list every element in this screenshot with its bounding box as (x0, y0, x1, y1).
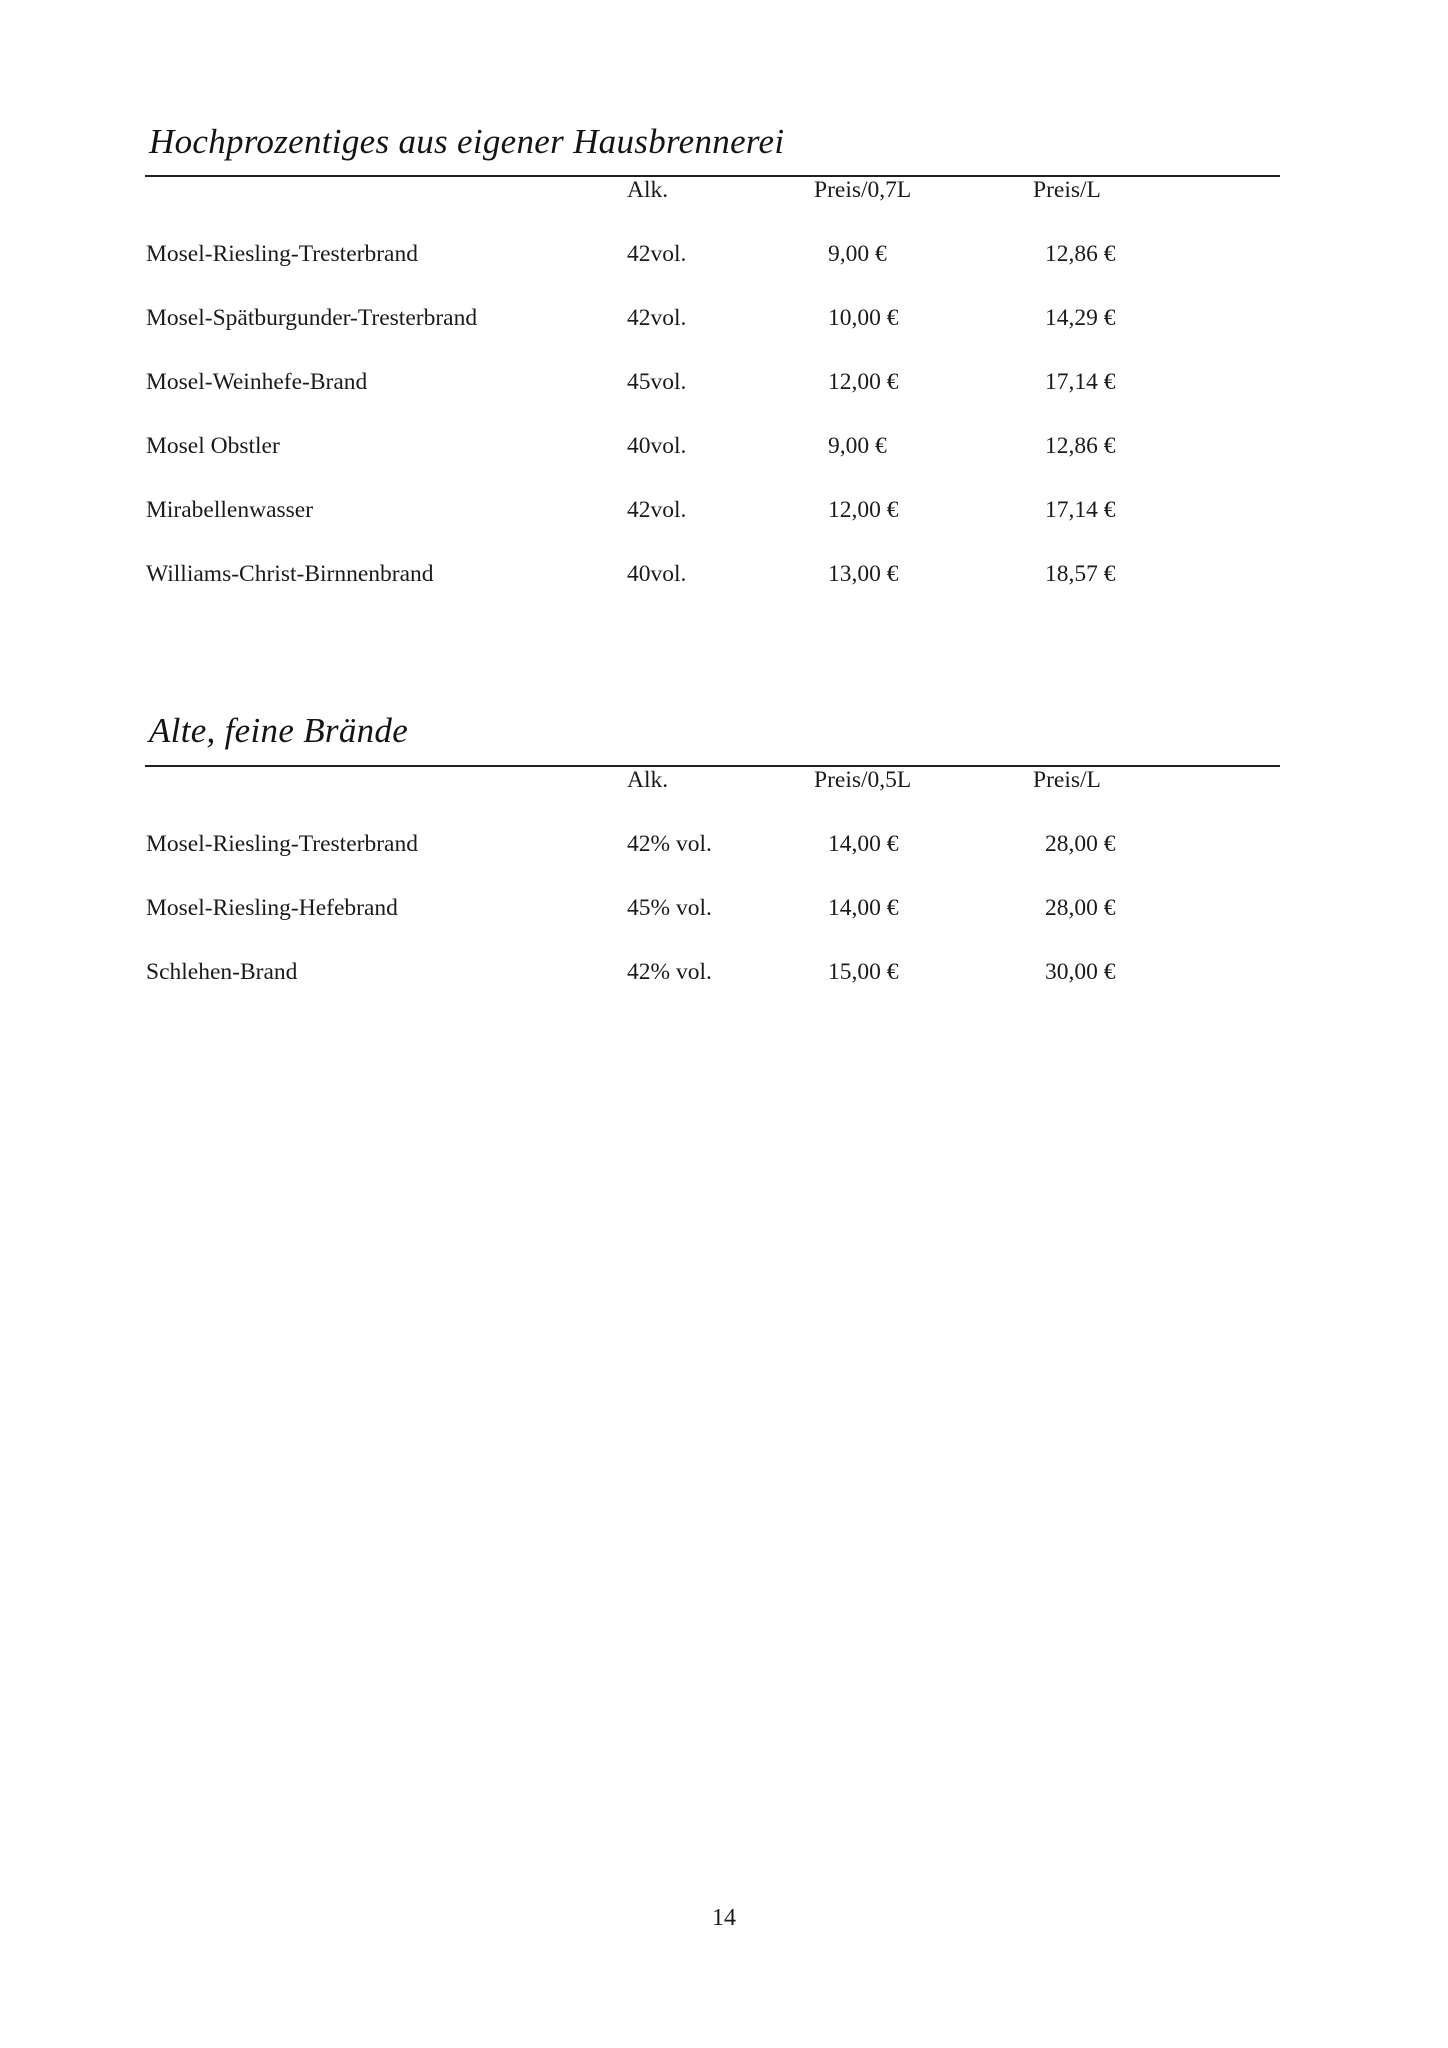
item-name: Mosel-Spätburgunder-Tresterbrand (146, 305, 478, 332)
table-row (145, 895, 1280, 959)
column-header-alk: Alk. (627, 177, 669, 204)
item-name: Mirabellenwasser (146, 497, 314, 524)
item-price-bottle: 12,00 € (828, 369, 899, 396)
item-name: Mosel Obstler (146, 433, 280, 460)
table-row (145, 369, 1280, 433)
item-name: Williams-Christ-Birnnenbrand (146, 561, 434, 588)
item-price-liter: 28,00 € (1045, 830, 1116, 857)
price-table-alte-feine-braende (145, 767, 1280, 1023)
column-header-name (145, 177, 625, 241)
item-price-liter: 30,00 € (1045, 958, 1116, 985)
table-row (145, 831, 1280, 895)
item-price-liter: 12,86 € (1045, 433, 1116, 460)
item-alcohol: 42% vol. (627, 958, 712, 985)
item-price-liter: 18,57 € (1045, 561, 1116, 588)
item-price-bottle: 10,00 € (828, 305, 899, 332)
item-price-liter: 12,86 € (1045, 241, 1116, 268)
item-name: Schlehen-Brand (146, 958, 298, 985)
table-row (145, 433, 1280, 497)
section-heading: Hochprozentiges aus eigener Hausbrennerei (149, 122, 785, 161)
item-alcohol: 45% vol. (627, 894, 712, 921)
item-name: Mosel-Riesling-Tresterbrand (146, 830, 418, 857)
column-header-price-bottle: Preis/0,7L (814, 177, 912, 204)
item-price-liter: 17,14 € (1045, 369, 1116, 396)
table-row (145, 561, 1280, 625)
item-price-liter: 17,14 € (1045, 497, 1116, 524)
item-alcohol: 40vol. (627, 561, 687, 588)
item-alcohol: 42% vol. (627, 830, 712, 857)
table-row (145, 959, 1280, 1023)
section-alte-feine-braende (145, 711, 1280, 1022)
item-name: Mosel-Riesling-Tresterbrand (146, 241, 418, 268)
item-alcohol: 42vol. (627, 241, 687, 268)
section-hochprozentiges (145, 122, 1280, 625)
item-name: Mosel-Weinhefe-Brand (146, 369, 368, 396)
item-price-bottle: 15,00 € (828, 958, 899, 985)
table-header-row (145, 177, 1280, 241)
item-alcohol: 40vol. (627, 433, 687, 460)
column-header-name (145, 767, 625, 831)
item-alcohol: 45vol. (627, 369, 687, 396)
item-price-bottle: 9,00 € (828, 241, 887, 268)
page-content (145, 122, 1280, 1023)
item-name: Mosel-Riesling-Hefebrand (146, 894, 398, 921)
page-number: 14 (712, 1905, 736, 1931)
item-price-bottle: 12,00 € (828, 497, 899, 524)
item-price-bottle: 14,00 € (828, 830, 899, 857)
table-header-row (145, 767, 1280, 831)
column-header-price-bottle: Preis/0,5L (814, 766, 912, 793)
item-alcohol: 42vol. (627, 305, 687, 332)
table-row (145, 305, 1280, 369)
table-row (145, 241, 1280, 305)
column-header-price-liter: Preis/L (1033, 177, 1101, 204)
price-table-hochprozentiges (145, 177, 1280, 625)
column-header-price-liter: Preis/L (1033, 766, 1101, 793)
item-price-bottle: 14,00 € (828, 894, 899, 921)
item-price-bottle: 13,00 € (828, 561, 899, 588)
item-price-liter: 14,29 € (1045, 305, 1116, 332)
section-heading: Alte, feine Brände (149, 711, 409, 751)
column-header-alk: Alk. (627, 766, 669, 793)
table-row (145, 497, 1280, 561)
item-price-bottle: 9,00 € (828, 433, 887, 460)
section-spacer (145, 625, 1280, 711)
item-alcohol: 42vol. (627, 497, 687, 524)
item-price-liter: 28,00 € (1045, 894, 1116, 921)
